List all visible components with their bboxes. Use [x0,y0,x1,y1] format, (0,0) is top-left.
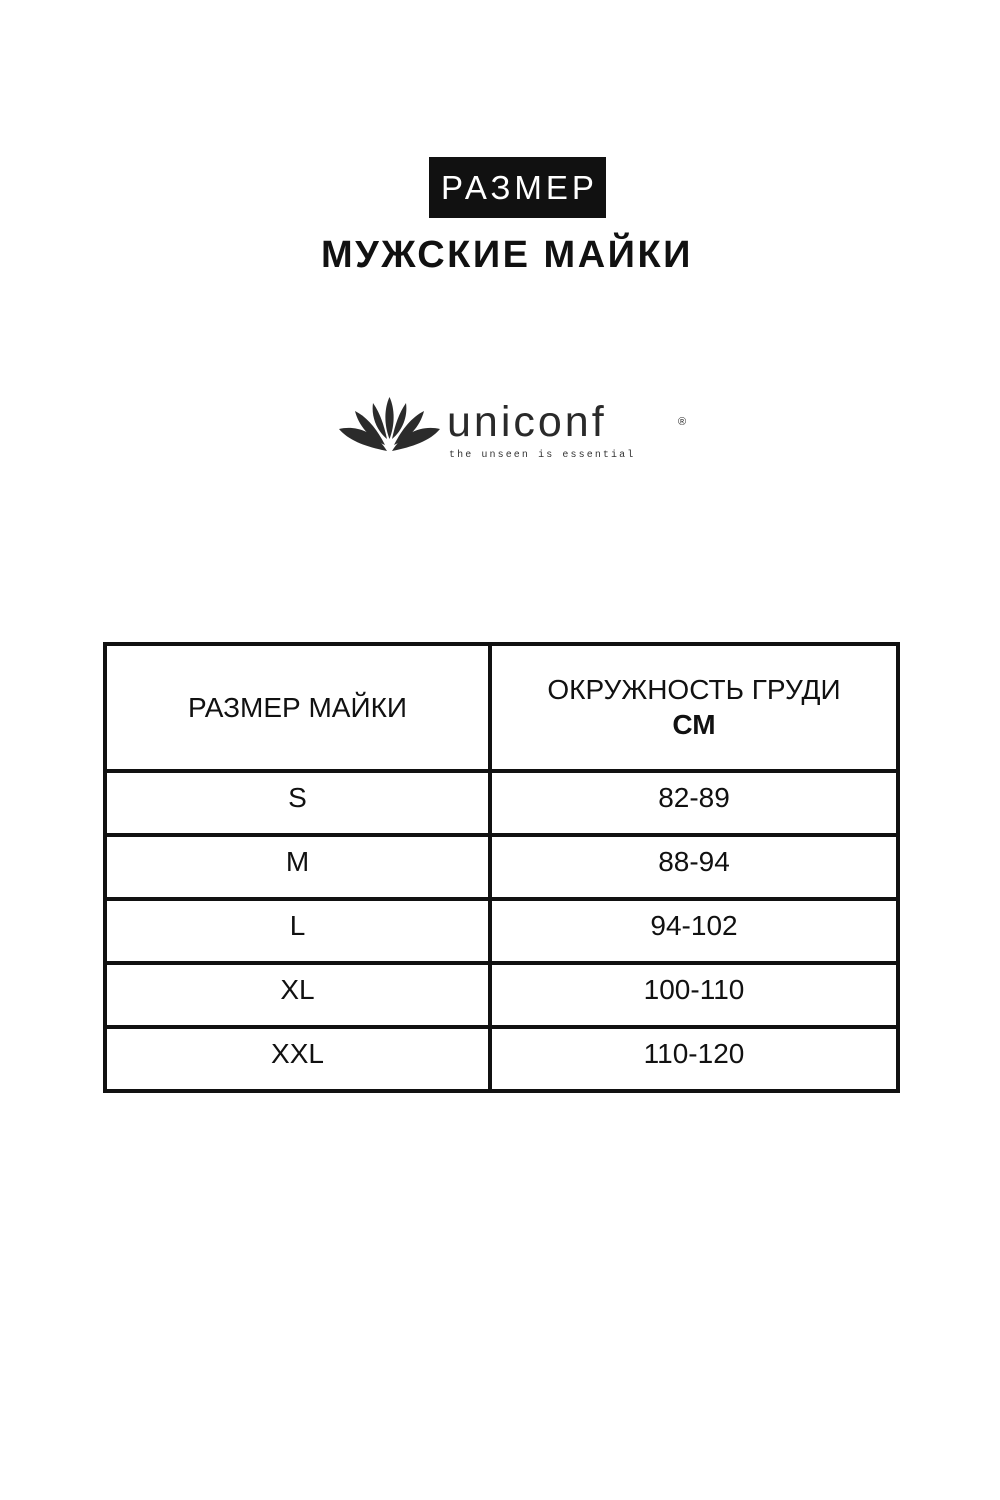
header-size [105,644,490,771]
size-cell: XXL [105,1027,490,1091]
brand-name: uniconf [447,398,607,446]
table-row [105,835,898,899]
header-chest-label: ОКРУЖНОСТЬ ГРУДИ [547,674,841,705]
chest-cell: 94-102 [490,899,898,963]
table-row [105,771,898,835]
table-header-row [105,644,898,771]
chest-cell: 82-89 [490,771,898,835]
size-badge: РАЗМЕР [429,157,606,218]
table-row [105,1027,898,1091]
header-size-label: РАЗМЕР МАЙКИ [187,691,408,723]
size-cell: L [105,899,490,963]
brand-logo [337,395,697,465]
header-chest [490,644,898,771]
registered-mark: ® [678,416,687,428]
page-title: МУЖСКИЕ МАЙКИ [321,234,693,276]
lotus-icon [337,395,442,457]
size-cell: XL [105,963,490,1027]
table-row [105,899,898,963]
size-chart-table [103,642,900,1093]
header-chest-unit: СМ [672,709,716,740]
chest-cell: 88-94 [490,835,898,899]
table-row [105,963,898,1027]
chest-cell: 100-110 [490,963,898,1027]
size-cell: S [105,771,490,835]
size-cell: M [105,835,490,899]
brand-tagline: the unseen is essential [449,450,636,461]
chest-cell: 110-120 [490,1027,898,1091]
